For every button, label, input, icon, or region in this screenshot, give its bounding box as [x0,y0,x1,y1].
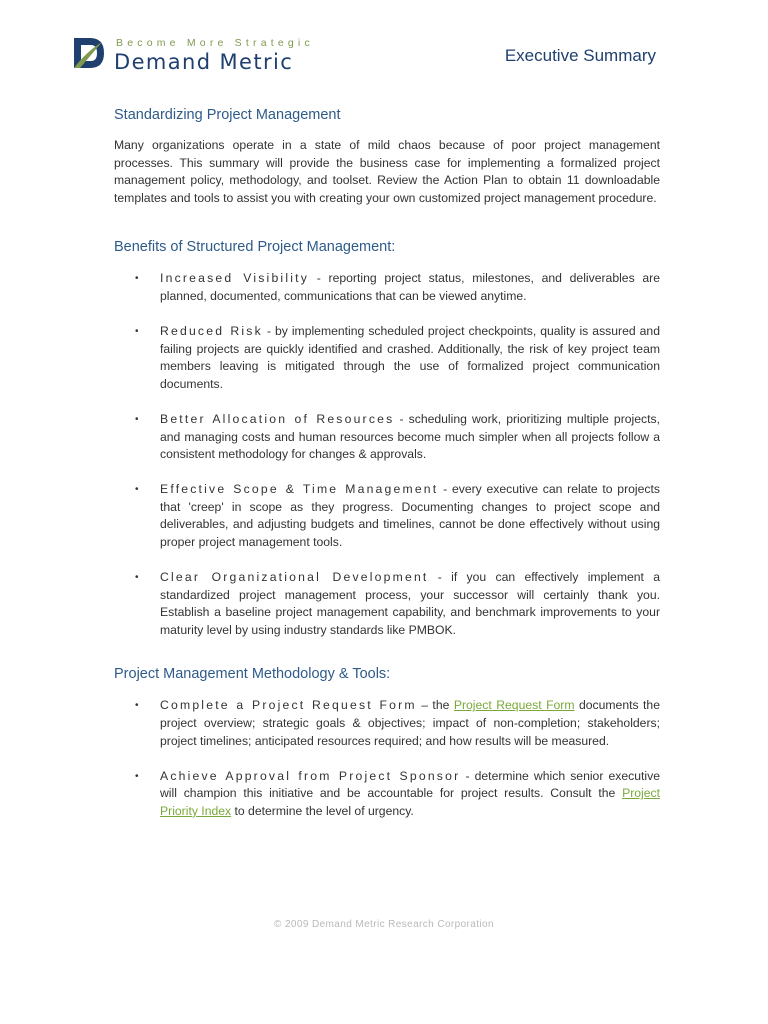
list-item [114,411,660,464]
list-item-text: - by implementing scheduled project checkpoints, quality is assured and failing projects are quickly identified and crashed. Additionally, the risk of key project team members leaving is mitigated through the use of formalized project communication documents. [160,324,660,391]
list-item-lead: Better Allocation of Resources [160,411,395,426]
list-item [114,323,660,393]
project-priority-index-link[interactable]: Project Priority Index [160,786,660,818]
bullet-icon: • [135,273,139,285]
bullet-icon: • [135,326,139,338]
list-item [114,270,660,305]
list-item [114,481,660,551]
bullet-icon: • [135,572,139,584]
list-item-text: – the [416,698,454,713]
section-heading-methodology: Project Management Methodology & Tools: [114,666,391,683]
list-item [114,569,660,639]
document-title: Executive Summary [504,46,656,65]
list-item-lead: Effective Scope & Time Management [160,482,439,497]
list-item [114,697,660,750]
section-heading-benefits: Benefits of Structured Project Management: [114,239,396,256]
logo-mark-icon [72,36,106,70]
page-header [0,0,768,90]
list-item-text: documents the project overview; strategic goals & objectives; impact of non-completion; stakeholders; project timelines; anticipated resources required; and how results will be measured. [160,698,660,748]
section-heading-standardizing: Standardizing Project Management [114,107,341,123]
benefits-list [114,270,660,639]
list-item-lead: Increased Visibility [160,271,310,286]
bullet-icon: • [135,413,139,425]
bullet-icon: • [135,770,139,782]
list-item-lead: Clear Organizational Development [160,570,429,585]
list-item-lead: Complete a Project Request Form [160,698,417,713]
list-item-text: - every executive can relate to projects that 'creep' in scope as they progress. Documenting changes to project scope and deliverables, and adjusting budgets and timelines, cannot be done effectively without using proper project management tools. [160,482,660,549]
intro-paragraph: Many organizations operate in a state of mild chaos because of poor project management processes. This summary will provide the business case for implementing a formalized project management policy, methodology, and toolset. Review the Action Plan to obtain 11 downloadable templates and tools to assist you with creating your own customized project management procedure. [114,138,660,205]
list-item-text: - determine which senior executive will champion this initiative and be accountable for project results. Consult the [160,768,660,801]
bullet-icon: • [135,484,139,496]
list-item [114,768,660,821]
bullet-icon: • [135,700,139,712]
list-item-text: - reporting project status, milestones, and deliverables are planned, documented, communications that can be viewed anytime. [160,271,661,303]
tagline: Become More Strategic [116,37,314,49]
project-request-form-link[interactable]: Project Request Form [453,698,575,713]
list-item-lead: Reduced Risk [160,324,263,339]
demand-metric-logo [72,36,372,72]
list-item-text: - scheduling work, prioritizing multiple projects, and managing costs and human resources become much simpler when all projects follow a consistent methodology for changes & approvals. [160,411,660,462]
list-item-text: - if you can effectively implement a standardized project management process, your successor will certainly thank you. Establish a baseline project management capability, and benchmark improvements to your maturity level by using industry standards like PMBOK. [160,570,660,637]
copyright-footer: © 2009 Demand Metric Research Corporation [274,919,494,930]
list-item-lead: Achieve Approval from Project Sponsor [160,768,461,783]
brand-name: Demand Metric [114,50,294,74]
methodology-list [114,697,660,820]
document-body [114,104,660,838]
list-item-text: to determine the level of urgency. [231,803,414,818]
